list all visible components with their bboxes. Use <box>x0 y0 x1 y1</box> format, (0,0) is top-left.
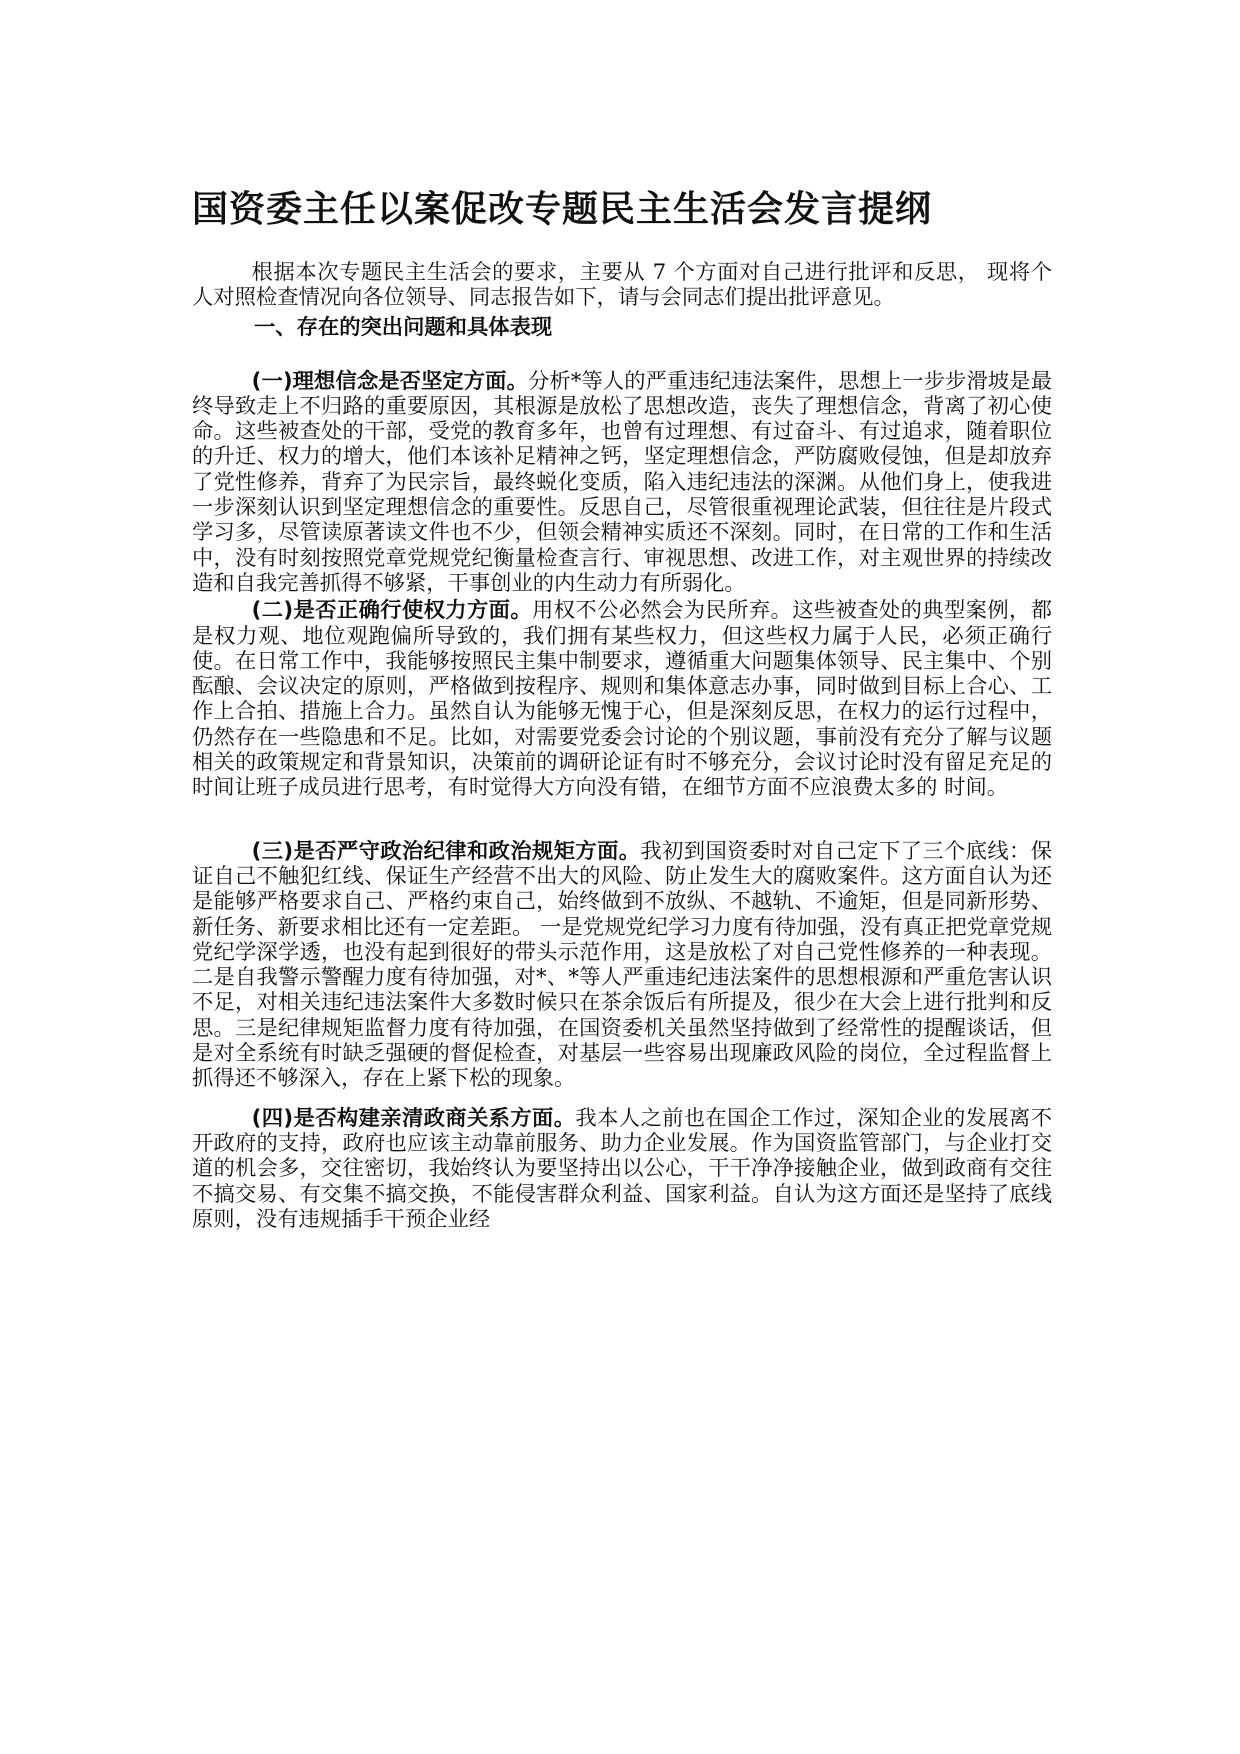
item-paragraph-2 <box>192 598 1052 800</box>
section-heading: 一、存在的突出问题和具体表现 <box>254 314 553 340</box>
item-body-4: 我本人之前也在国企工作过，深知企业的发展离不开政府的支持，政府也应该主动靠前服务、助力企业发展。作为国资监管部门，与企业打交道的机会多，交往密切，我始终认为要坚持出以公心，干干净净接触企业，做到政商有交往不搞交易、有交集不搞交换，不能侵害群众利益、国家利益。自认为这方面还是坚持了底线原则，没有违规插手干预企业经 <box>192 1105 1053 1232</box>
item-lead-3: (三)是否严守政治纪律和政治规矩方面。 <box>251 838 641 864</box>
intro-paragraph: 根据本次专题民主生活会的要求，主要从 7 个方面对自己进行批评和反思， 现将个人对照检查情况向各位领导、同志报告如下，请与会同志们提出批评意见。 <box>192 260 1052 311</box>
document-title: 国资委主任以案促改专题民主生活会发言提纲 <box>192 189 933 230</box>
item-body-2: 用权不公必然会为民所弃。这些被查处的典型案例，都是权力观、地位观跑偏所导致的，我们拥有某些权力，但这些权力属于人民，必须正确行使。在日常工作中，我能够按照民主集中制要求，遵循重大问题集体领导、民主集中、个别酝酿、会议决定的原则，严格做到按程序、规则和集体意志办事，同时做到目标上合心、工作上合拍、措施上合力。虽然自认为能够无愧于心，但是深刻反思，在权力的运行过程中，仍然存在一些隐患和不足。比如，对需要党委会讨论的个别议题，事前没有充分了解与议题相关的政策规定和背景知识，决策前的调研论证有时不够充分，会议讨论时没有留足充足的时间让班子成员进行思考，有时觉得大方向没有错，在细节方面不应浪费太多的 时间。 <box>192 598 1052 801</box>
item-paragraph-4 <box>192 1106 1052 1232</box>
item-paragraph-1 <box>192 369 1052 597</box>
item-lead-1: (一)理想信念是否坚定方面。 <box>251 368 528 394</box>
document-page <box>192 186 1052 1232</box>
item-body-1: 分析*等人的严重违纪违法案件，思想上一步步滑坡是最终导致走上不归路的重要原因，其根源是放松了思想改造，丧失了理想信念，背离了初心使命。这些被查处的干部，受党的教育多年，也曾有过理想、有过奋斗、有过追求，随着职位的升迁、权力的增大，他们本该补足精神之钙，坚定理想信念，严防腐败侵蚀，但是却放弃了党性修养，背弃了为民宗旨，最终蜕化变质，陷入违纪违法的深渊。从他们身上，使我进一步深刻认识到坚定理想信念的重要性。反思自己，尽管很重视理论武装，但往往是片段式学习多，尽管读原著读文件也不少，但领会精神实质还不深刻。同时，在日常的工作和生活中，没有时刻按照党章党规党纪衡量检查言行、审视思想、改进工作，对主观世界的持续改造和自我完善抓得不够紧，干事创业的内生动力有所弱化。 <box>192 368 1052 596</box>
item-lead-2: (二)是否正确行使权力方面。 <box>251 598 533 624</box>
item-paragraph-3 <box>192 839 1052 1092</box>
item-body-3: 我初到国资委时对自己定下了三个底线：保证自己不触犯红线、保证生产经营不出大的风险、防止发生大的腐败案件。这方面自认为还是能够严格要求自己、严格约束自己，始终做到不放纵、不越轨、不逾矩，但是同新形势、新任务、新要求相比还有一定差距。 一是党规党纪学习力度有待加强，没有真正把党章党规党纪学深学透，也没有起到很好的带头示范作用，这是放松了对自己党性修养的一种表现。二是自我警示警醒力度有待加强，对*、*等人严重违纪违法案件的思想根源和严重危害认识不足，对相关违纪违法案件大多数时候只在茶余饭后有所提及，很少在大会上进行批判和反思。三是纪律规矩监督力度有待加强，在国资委机关虽然坚持做到了经常性的提醒谈话，但是对全系统有时缺乏强硬的督促检查，对基层一些容易出现廉政风险的岗位，全过程监督上抓得还不够深入，存在上紧下松的现象。 <box>192 838 1052 1092</box>
item-lead-4: (四)是否构建亲清政商关系方面。 <box>251 1105 576 1131</box>
